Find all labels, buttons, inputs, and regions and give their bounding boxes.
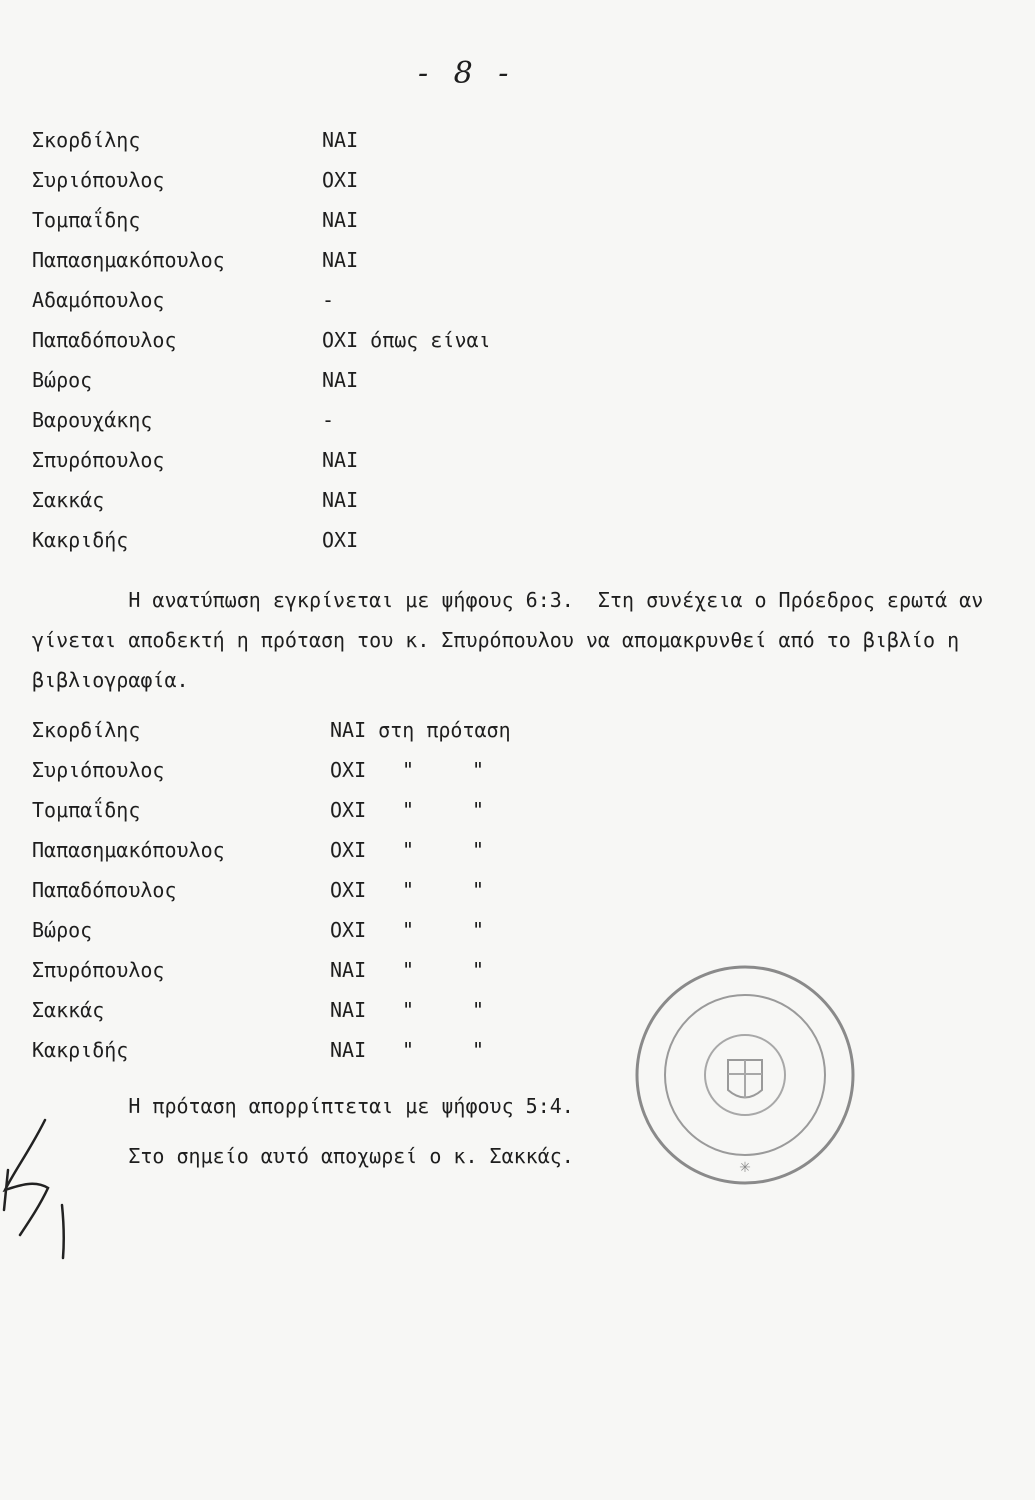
member-name: Τομπαΐδης bbox=[32, 208, 141, 232]
member-name: Συριόπουλος bbox=[32, 168, 165, 192]
ditto-mark: " bbox=[402, 838, 415, 862]
ditto-mark: " bbox=[472, 1038, 485, 1062]
handwritten-signature bbox=[0, 1110, 80, 1260]
member-vote: ΝΑΙ bbox=[322, 488, 359, 512]
member-vote: ΝΑΙ bbox=[322, 448, 359, 472]
official-seal-stamp bbox=[630, 960, 860, 1190]
member-name: Κακριδής bbox=[32, 1038, 129, 1062]
member-vote: ΟΧΙ bbox=[330, 878, 367, 902]
member-name: Αδαμόπουλος bbox=[32, 288, 165, 312]
member-name: Σκορδίλης bbox=[32, 128, 141, 152]
member-vote: ΝΑΙ bbox=[322, 248, 359, 272]
member-vote: ΝΑΙ bbox=[330, 1038, 367, 1062]
closing-line: Στο σημείο αυτό αποχωρεί ο κ. Σακκάς. bbox=[32, 1144, 574, 1168]
ditto-mark: " bbox=[472, 838, 485, 862]
page-number: - 8 - bbox=[418, 56, 517, 91]
ditto-mark: " bbox=[402, 998, 415, 1022]
member-vote: - bbox=[322, 408, 335, 432]
ditto-mark: " bbox=[402, 878, 415, 902]
member-name: Σακκάς bbox=[32, 488, 105, 512]
member-vote: - bbox=[322, 288, 335, 312]
member-vote: ΟΧΙ bbox=[330, 798, 367, 822]
member-vote: ΟΧΙ bbox=[330, 918, 367, 942]
svg-text:✳: ✳ bbox=[739, 1160, 751, 1176]
member-name: Παπαδόπουλος bbox=[32, 878, 177, 902]
member-vote: ΝΑΙ bbox=[322, 128, 359, 152]
member-vote: ΟΧΙ bbox=[330, 758, 367, 782]
ditto-mark: " bbox=[402, 1038, 415, 1062]
member-name: Παπαδόπουλος bbox=[32, 328, 177, 352]
ditto-mark: " bbox=[402, 758, 415, 782]
member-name: Σκορδίλης bbox=[32, 718, 141, 742]
ditto-mark: " bbox=[472, 998, 485, 1022]
member-name: Βώρος bbox=[32, 918, 93, 942]
member-name: Τομπαΐδης bbox=[32, 798, 141, 822]
member-name: Σπυρόπουλος bbox=[32, 448, 165, 472]
member-vote: ΝΑΙ στη πρόταση bbox=[330, 718, 511, 742]
ditto-mark: " bbox=[472, 878, 485, 902]
member-vote: ΝΑΙ bbox=[322, 368, 359, 392]
ditto-mark: " bbox=[402, 958, 415, 982]
member-name: Παπασημακόπουλος bbox=[32, 838, 225, 862]
ditto-mark: " bbox=[472, 918, 485, 942]
member-name: Σπυρόπουλος bbox=[32, 958, 165, 982]
member-name: Συριόπουλος bbox=[32, 758, 165, 782]
member-name: Βαρουχάκης bbox=[32, 408, 153, 432]
ditto-mark: " bbox=[472, 758, 485, 782]
member-vote: ΟΧΙ bbox=[322, 528, 359, 552]
ditto-mark: " bbox=[472, 958, 485, 982]
member-name: Σακκάς bbox=[32, 998, 105, 1022]
approval-paragraph: Η ανατύπωση εγκρίνεται με ψήφους 6:3. Στη συνέχεια ο Πρόεδρος ερωτά αν γίνεται αποδεκτή η πρόταση του κ. Σπυρόπουλου να απομακρυνθεί από το βιβλίο η βιβλιογραφία. bbox=[32, 588, 996, 692]
ditto-mark: " bbox=[402, 918, 415, 942]
ditto-mark: " bbox=[402, 798, 415, 822]
member-vote: ΝΑΙ bbox=[330, 958, 367, 982]
member-vote: ΝΑΙ bbox=[330, 998, 367, 1022]
result-line: Η πρόταση απορρίπτεται με ψήφους 5:4. bbox=[32, 1094, 574, 1118]
member-vote: ΝΑΙ bbox=[322, 208, 359, 232]
member-name: Παπασημακόπουλος bbox=[32, 248, 225, 272]
member-vote: ΟΧΙ bbox=[322, 168, 359, 192]
member-name: Βώρος bbox=[32, 368, 93, 392]
member-vote: ΟΧΙ όπως είναι bbox=[322, 328, 491, 352]
ditto-mark: " bbox=[472, 798, 485, 822]
member-name: Κακριδής bbox=[32, 528, 129, 552]
member-vote: ΟΧΙ bbox=[330, 838, 367, 862]
